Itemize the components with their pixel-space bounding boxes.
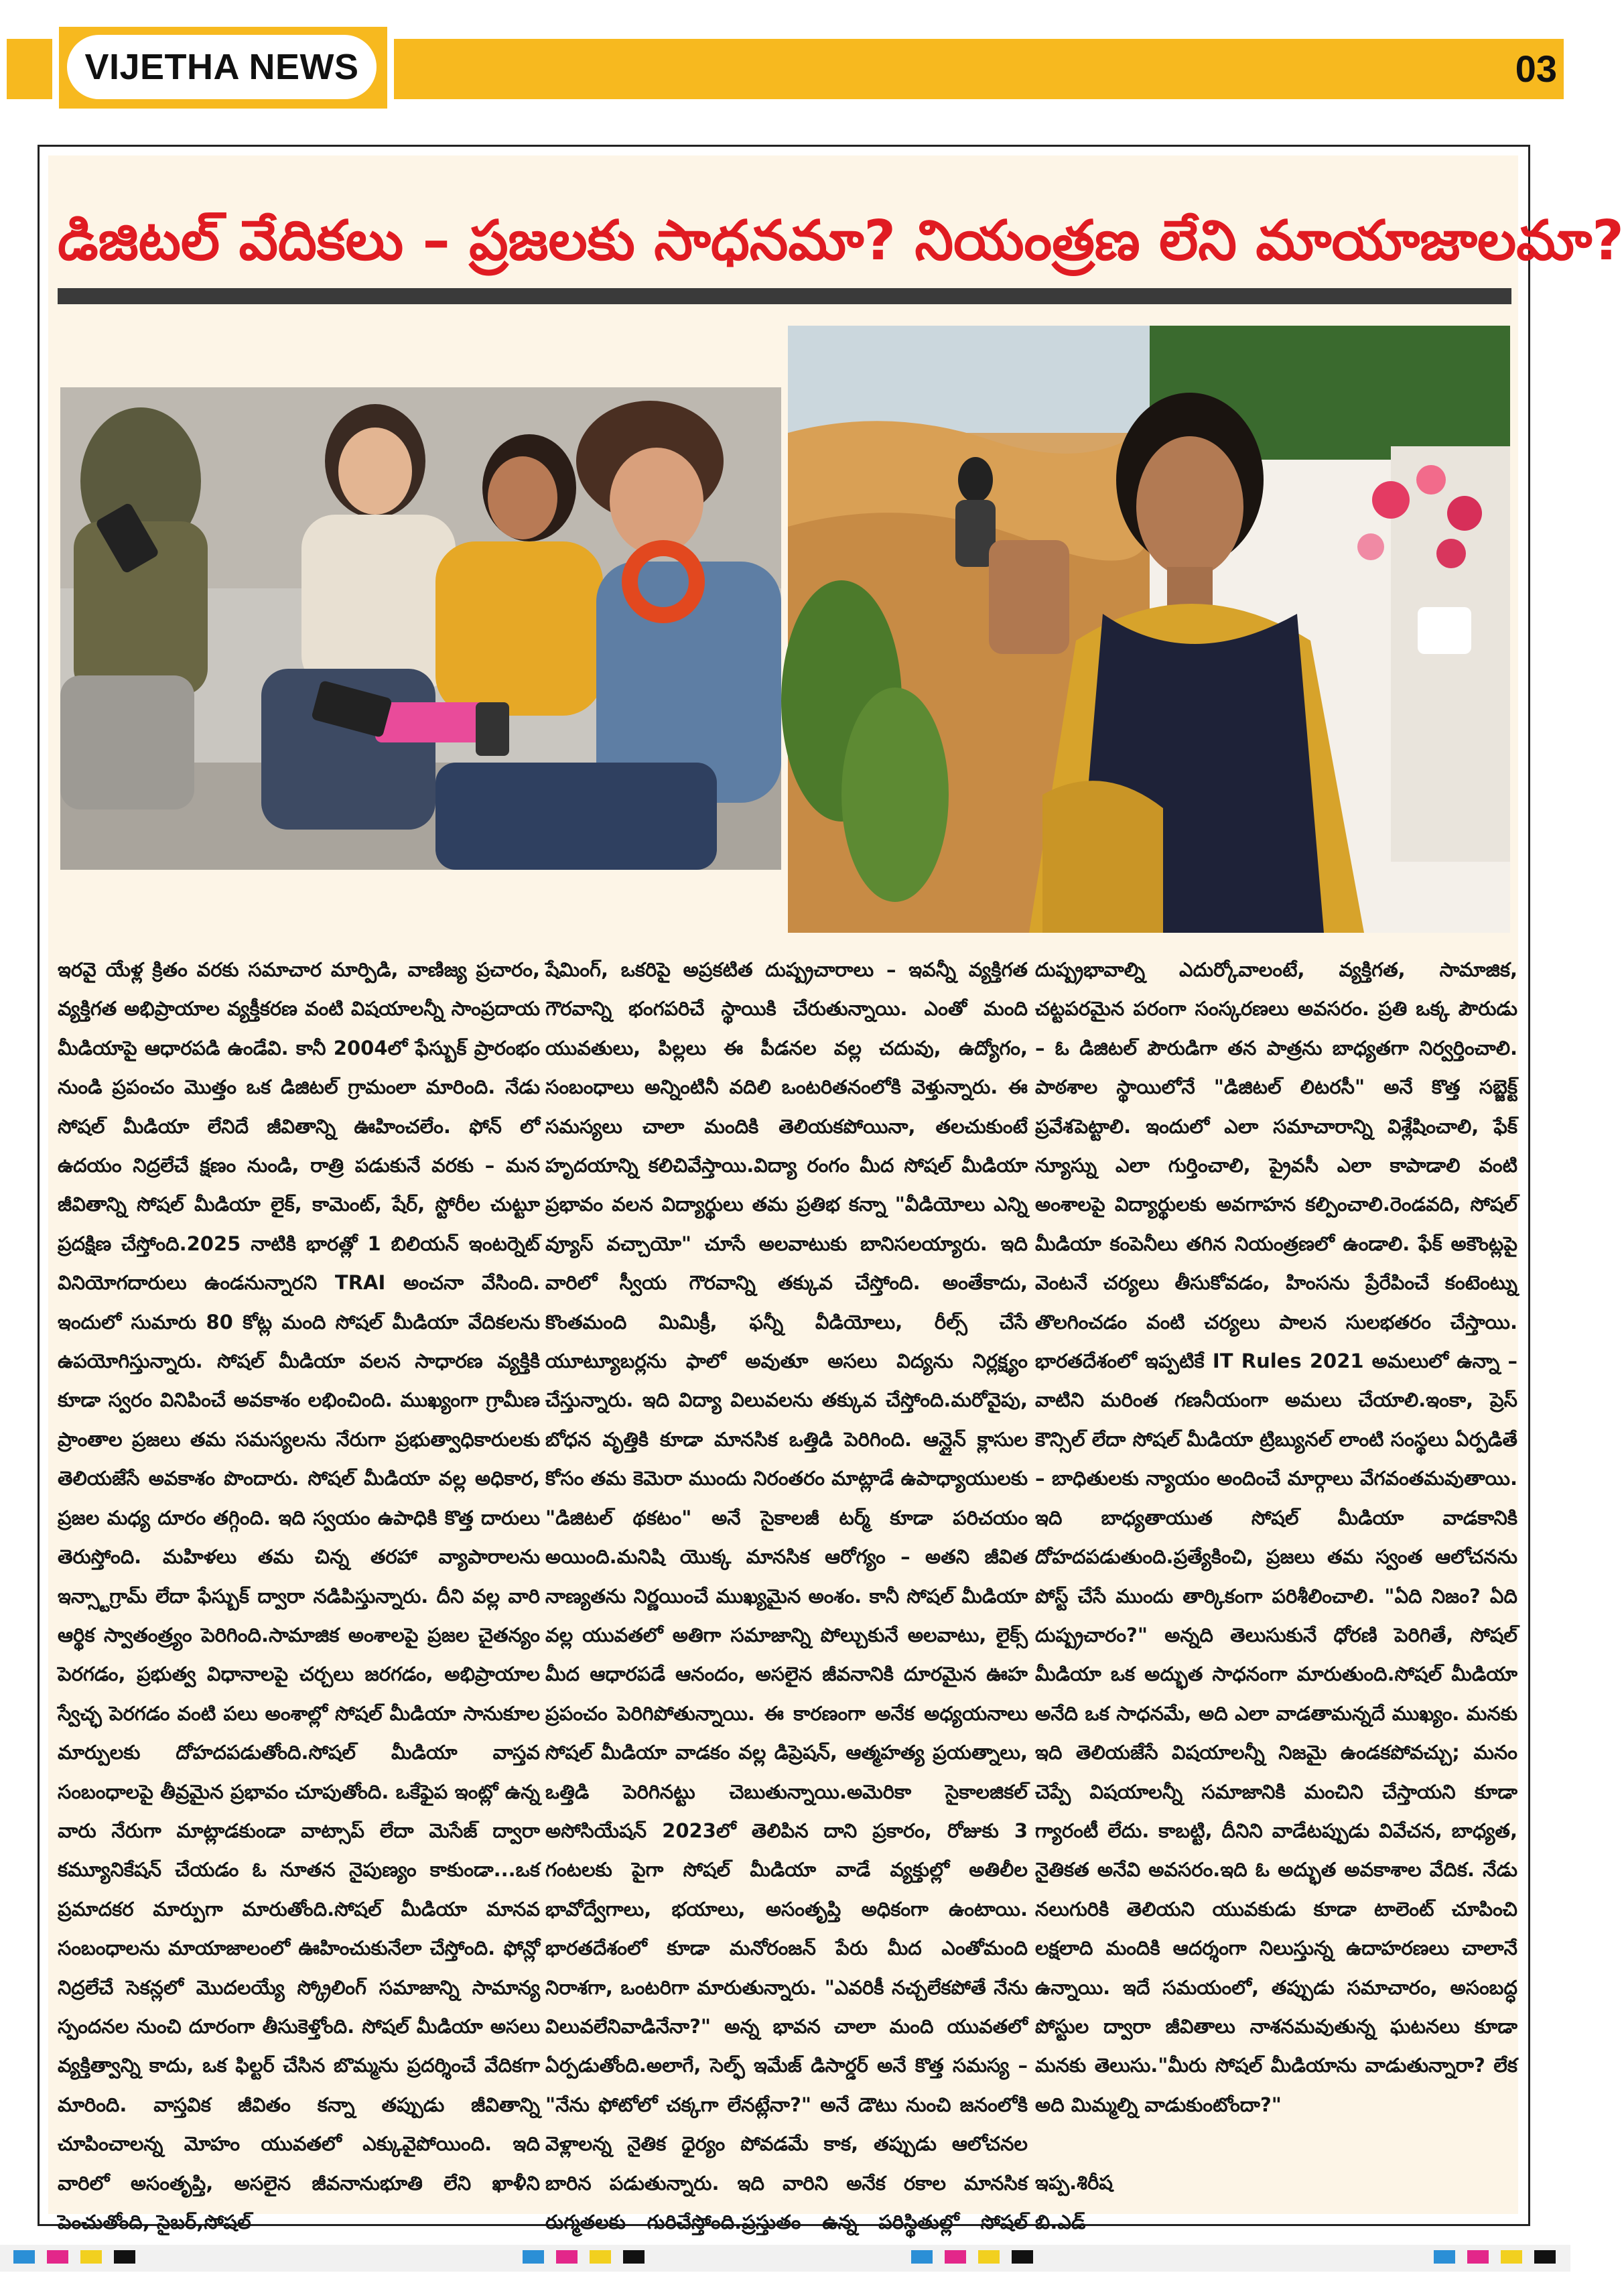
- header-band-left: [7, 39, 52, 99]
- byline-name: ఇప్ప.శిరీష: [1035, 2171, 1113, 2195]
- students-using-phones-photo: [60, 387, 781, 870]
- column-1-text: ఇరవై యేళ్ల క్రితం వరకు సమాచార మార్పిడి, వాణిజ్య ప్రచారం, వ్యక్తిగత అభిప్రాయాల వ్యక్తీకరణ వంటి విషయాలన్నీ సాంప్రదాయ మీడియాపై ఆధారపడి ఉండేవి. కానీ 2004లో ఫేస్బుక్ ప్రారంభం నుండి ప్రపంచం మొత్తం ఒక డిజిటల్ గ్రామంలా మారింది. నేడు సోషల్ మీడియా లేనిదే జీవితాన్ని ఊహించలేం. ఫోన్ లో ఉదయం నిద్రలేచే క్షణం నుండి, రాత్రి పడుకునే వరకు – మన జీవితాన్ని సోషల్ మీడియా లైక్, కామెంట్, షేర్, స్టోరీల చుట్టూ ప్రదక్షిణ చేస్తోంది.2025 నాటికి భారత్లో 1 బిలియన్ ఇంటర్నెట్ వినియోగదారులు ఉండనున్నారని TRAI అంచనా వేసింది. ఇందులో సుమారు 80 కోట్ల మంది సోషల్ మీడియా వేదికలను ఉపయోగిస్తున్నారు. సోషల్ మీడియా వలన సాధారణ వ్యక్తికి కూడా స్వరం వినిపించే అవకాశం లభించింది. ముఖ్యంగా గ్రామీణ ప్రాంతాల ప్రజలు తమ సమస్యలను నేరుగా ప్రభుత్వాధికారులకు తెలియజేసే అవకాశం పొందారు. సోషల్ మీడియా వల్ల అధికార, ప్రజల మధ్య దూరం తగ్గింది. ఇది స్వయం ఉపాధికి కొత్త దారులు తెరుస్తోంది. మహిళలు తమ చిన్న తరహా వ్యాపారాలను ఇన్స్టాగ్రామ్ లేదా ఫేస్బుక్ ద్వారా నడిపిస్తున్నారు. దీని వల్ల వారి ఆర్థిక స్వాతంత్ర్యం పెరిగింది.సామాజిక అంశాలపై ప్రజల చైతన్యం పెరగడం, ప్రభుత్వ విధానాలపై చర్చలు జరగడం, అభిప్రాయాల స్వేచ్ఛ పెరగడం వంటి పలు అంశాల్లో సోషల్ మీడియా సానుకూల మార్పులకు దోహదపడుతోంది.సోషల్ మీడియా వాస్తవ సంబంధాలపై తీవ్రమైన ప్రభావం చూపుతోంది. ఒకేఫైప ఇంట్లో ఉన్న వారు నేరుగా మాట్లాడకుండా వాట్సాప్ లేదా మెసేజ్ ద్వారా కమ్యూనికేషన్ చేయడం ఓ నూతన నైపుణ్యం కాకుండా...ఒక ప్రమాదకర మార్పుగా మారుతోంది.సోషల్ మీడియా మానవ సంబంధాలను మాయాజాలంలో ఊహించుకునేలా చేస్తోంది. ఫోన్లో నిద్రలేచే సెకన్లలో మొదలయ్యే స్క్రోలింగ్ సమాజాన్ని సామాన్య స్పందనల నుంచి దూరంగా తీసుకెళ్తోంది. సోషల్ మీడియా అసలు వ్యక్తిత్వాన్ని కాదు, ఒక ఫిల్టర్ చేసిన బొమ్మను ప్రదర్శించే వేదికగా మారింది. వాస్తవిక జీవితం కన్నా తప్పుడు జీవితాన్ని చూపించాలన్న మోహం యువతలో ఎక్కువైపోయింది. ఇది వారిలో అసంతృప్తి, అసలైన జీవనానుభూతి లేని ఖాళీని పెంచుతోంది, సైబర్,సోషల్: [58, 958, 540, 2233]
- article-column-3: [1035, 950, 1517, 2233]
- bottom-strip: [0, 2245, 1570, 2272]
- byline-degree: బి.ఎడ్: [1035, 2210, 1086, 2233]
- header-band-right: [394, 39, 1564, 99]
- author-portrait-photo: [788, 326, 1510, 933]
- registration-marks-left: [13, 2250, 135, 2265]
- headline-divider: [58, 288, 1511, 304]
- article-column-1: [58, 950, 540, 2233]
- masthead-logo[interactable]: VIJETHA NEWS: [67, 35, 377, 99]
- article-headline: డిజిటల్ వేదికలు – ప్రజలకు సాధనమా? నియంత్రణ లేని మాయాజాలమా?: [58, 209, 1624, 273]
- registration-marks-right: [1434, 2250, 1556, 2265]
- column-3-text: దుష్ప్రభావాల్ని ఎదుర్కోవాలంటే, వ్యక్తిగత, సామాజిక, చట్టపరమైన పరంగా సంస్కరణలు అవసరం. ప్రతి ఒక్క పౌరుడు – ఓ డిజిటల్ పౌరుడిగా తన పాత్రను బాధ్యతగా నిర్వర్తించాలి. పాఠశాల స్థాయిలోనే "డిజిటల్ లిటరసీ" అనే కొత్త సబ్జెక్ట్ ప్రవేశపెట్టాలి. ఇందులో ఎలా సమాచారాన్ని విశ్లేషించాలి, ఫేక్ న్యూస్ను ఎలా గుర్తించాలి, ప్రైవసీ ఎలా కాపాడాలి వంటి అంశాలపై విద్యార్థులకు అవగాహన కల్పించాలి.రెండవది, సోషల్ మీడియా కంపెనీలు తగిన నియంత్రణలో ఉండాలి. ఫేక్ అకౌంట్లపై వెంటనే చర్యలు తీసుకోవడం, హింసను ప్రేరేపించే కంటెంట్ను తొలగించడం వంటి చర్యలు పాలన సులభతరం చేస్తాయి. భారతదేశంలో ఇప్పటికే IT Rules 2021 అమలులో ఉన్నా – వాటిని మరింత గణనీయంగా అమలు చేయాలి.ఇంకా, ప్రెస్ కౌన్సిల్ లేదా సోషల్ మీడియా ట్రిబ్యునల్ లాంటి సంస్థలు ఏర్పడితే – బాధితులకు న్యాయం అందించే మార్గాలు వేగవంతమవుతాయి. ఇది బాధ్యతాయుత సోషల్ మీడియా వాడకానికి దోహదపడుతుంది.ప్రత్యేకించి, ప్రజలు తమ స్వంత ఆలోచనను పోస్ట్ చేసే ముందు తార్కికంగా పరిశీలించాలి. "ఏది నిజం? ఏది దుష్ప్రచారం?" అన్నది తెలుసుకునే ధోరణి పెరిగితే, సోషల్ మీడియా ఒక అద్భుత సాధనంగా మారుతుంది.సోషల్ మీడియా అనేది ఒక సాధనమే, అది ఎలా వాడతామన్నదే ముఖ్యం. మనకు ఇది తెలియజేసే విషయాలన్నీ నిజమై ఉండకపోవచ్చు; మనం చెప్పే విషయాలన్నీ సమాజానికి మంచిని చేస్తాయని కూడా గ్యారంటీ లేదు. కాబట్టి, దీనిని వాడేటప్పుడు వివేచన, బాధ్యత, నైతికత అనేవి అవసరం.ఇది ఓ అద్భుత అవకాశాల వేదిక. నేడు నలుగురికి తెలియని యువకుడు కూడా టాలెంట్ చూపించి లక్షలాది మందికి ఆదర్శంగా నిలుస్తున్న ఉదాహరణలు చాలానే ఉన్నాయి. ఇదే సమయంలో, తప్పుడు సమాచారం, అసంబద్ధ పోస్టుల ద్వారా జీవితాలు నాశనమవుతున్న ఘటనలు కూడా మనకు తెలుసు."మీరు సోషల్ మీడియాను వాడుతున్నారా? లేక అది మిమ్మల్ని వాడుకుంటోందా?": [1035, 958, 1517, 2116]
- registration-marks-center-right: [911, 2250, 1033, 2265]
- column-2-text: షేమింగ్, ఒకరిపై అప్రకటిత దుష్ప్రచారాలు – ఇవన్నీ వ్యక్తిగత గౌరవాన్ని భంగపరిచే స్థాయికి చేరుతున్నాయి. ఎంతో మంది యువతులు, పిల్లలు ఈ పీడనల వల్ల చదువు, ఉద్యోగం, సంబంధాలు అన్నింటినీ వదిలి ఒంటరితనంలోకి వెళ్తున్నారు. ఈ సమస్యలు చాలా మందికి తెలియకపోయినా, తలచుకుంటే హృదయాన్ని కలిచివేస్తాయి.విద్యా రంగం మీద సోషల్ మీడియా ప్రభావం వలన విద్యార్థులు తమ ప్రతిభ కన్నా "వీడియోలు ఎన్ని వ్యూస్ వచ్చాయో" చూసే అలవాటుకు బానిసలయ్యారు. ఇది వారిలో స్వీయ గౌరవాన్ని తక్కువ చేస్తోంది. అంతేకాదు, కొంతమంది మిమిక్రీ, ఫన్నీ వీడియోలు, రీల్స్ చేసే యూట్యూబర్లను ఫాలో అవుతూ అసలు విద్యను నిర్లక్ష్యం చేస్తున్నారు. ఇది విద్యా విలువలను తక్కువ చేస్తోంది.మరోవైపు, బోధన వృత్తికి కూడా మానసిక ఒత్తిడి పెరిగింది. ఆన్లైన్ క్లాసుల కోసం తమ కెమెరా ముందు నిరంతరం మాట్లాడే ఉపాధ్యాయులకు "డిజిటల్ థకటం" అనే సైకాలజీ టర్మ్ కూడా పరిచయం అయింది.మనిషి యొక్క మానసిక ఆరోగ్యం – అతని జీవిత నాణ్యతను నిర్ణయించే ముఖ్యమైన అంశం. కానీ సోషల్ మీడియా వల్ల యువతలో అతిగా సమాజాన్ని పోల్చుకునే అలవాటు, లైక్స్ మీద ఆధారపడే ఆనందం, అసలైన జీవనానికి దూరమైన ఊహ ప్రపంచం పెరిగిపోతున్నాయి. ఈ కారణంగా అనేక అధ్యయనాలు సోషల్ మీడియా వాడకం వల్ల డిప్రెషన్, ఆత్మహత్య ప్రయత్నాలు, ఒత్తిడి పెరిగినట్టు చెబుతున్నాయి.అమెరికా సైకాలజికల్ అసోసియేషన్ 2023లో తెలిపిన దాని ప్రకారం, రోజుకు 3 గంటలకు పైగా సోషల్ మీడియా వాడే వ్యక్తుల్లో అతిలీల భావోద్వేగాలు, భయాలు, అసంతృప్తి అధికంగా ఉంటాయి. భారతదేశంలో కూడా మనోరంజన్ పేరు మీద ఎంతోమంది నిరాశగా, ఒంటరిగా మారుతున్నారు. "ఎవరికీ నచ్చలేకపోతే నేను విలువలేనివాడినేనా?" అన్న భావన చాలా మంది యువతలో ఏర్పడుతోంది.అలాగే, సెల్ఫ్ ఇమేజ్ డిసార్డర్ అనే కొత్త సమస్య – "నేను ఫోటోలో చక్కగా లేనట్లేనా?" అనే డౌటు నుంచి జనంలోకి వెళ్లాలన్న నైతిక ధైర్యం పోవడమే కాక, తప్పుడు ఆలోచనల బారిన పడుతున్నారు. ఇది వారిని అనేక రకాల మానసిక రుగ్మతలకు గురిచేస్తోంది.ప్రస్తుతం ఉన్న పరిస్థితుల్లో సోషల్: [545, 958, 1028, 2233]
- article-column-2: [545, 950, 1028, 2233]
- page-number: 03: [1515, 48, 1557, 90]
- registration-marks-center-left: [523, 2250, 645, 2265]
